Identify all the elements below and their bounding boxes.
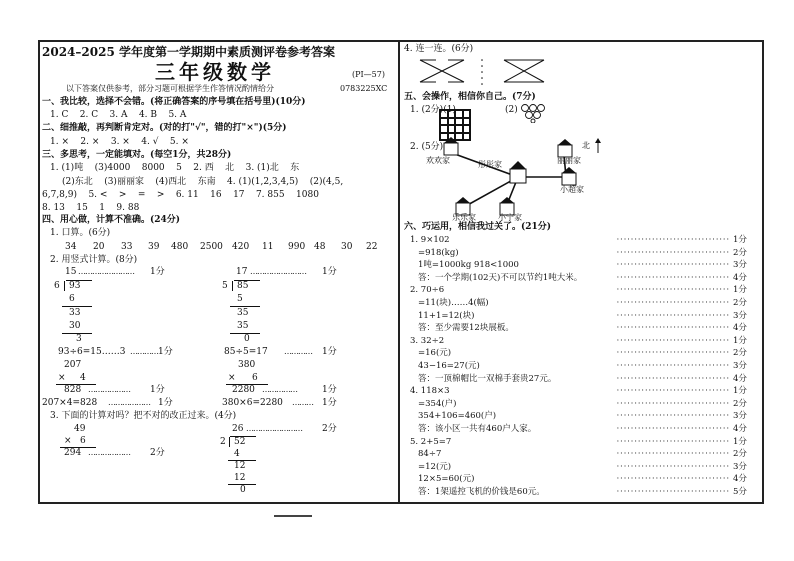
answer-line-score: 3分 (733, 310, 747, 321)
answer-line-text: =12(元) (418, 461, 452, 472)
dotted-leader: ································ (616, 387, 730, 396)
mul2-product: 2280 (232, 385, 255, 395)
section-4-title: 四、用心做，计算不准确。(24分) (42, 215, 181, 225)
matching-lines-figure (414, 56, 564, 86)
div2-dividend: 85 (237, 281, 249, 291)
dotted-leader: ································ (616, 362, 730, 370)
exam-title: 2024–2025 学年度第一学期期中素质测评卷参考答案 (42, 45, 335, 59)
section-4-oral-title: 1. 口算。(6分) (50, 228, 111, 238)
corr2-step: 12 (234, 473, 246, 483)
section-5-q2: 2. (5分) (410, 142, 444, 152)
answer-line-score: 4分 (733, 474, 747, 485)
oral-answer: 990 (288, 242, 306, 252)
north-label: 北 (582, 141, 590, 150)
answer-line-score: 4分 (733, 323, 747, 334)
multiply-sign: × (64, 436, 72, 446)
answer-line-text: =918(kg) (418, 247, 459, 258)
oral-answer: 2500 (200, 242, 223, 252)
section-3-title: 三、多思考，一定能填对。(每空1分，共28分) (42, 150, 232, 160)
oral-answer: 20 (93, 242, 105, 252)
div1-check: 93÷6=15……3 (58, 347, 126, 357)
dotted-leader: ································ (616, 349, 730, 358)
section-1-title: 一、我比较，选择不会错。(将正确答案的序号填在括号里)(10分) (42, 97, 306, 107)
answer-line-score: 2分 (733, 449, 747, 460)
map-label-b: 丽丽家 (557, 156, 581, 165)
dotted-leader: ……………… (88, 448, 130, 457)
section-3-line-3: 6,7,8,9) 5. < > = > 6. 11 16 17 7. 855 1080 (42, 190, 319, 200)
dotted-leader: ································ (616, 412, 730, 421)
answer-line-text: 2. 70÷6 (410, 285, 445, 296)
div2-check: 85÷5=17 (224, 347, 268, 357)
division-bracket (64, 281, 65, 291)
mul1-factor-a: 207 (64, 360, 82, 370)
answer-line-text: 12×5=60(元) (418, 474, 475, 485)
mul1-product: 828 (64, 385, 82, 395)
column-divider (398, 40, 400, 502)
dotted-leader: ································ (616, 437, 730, 446)
dotted-leader: ································ (616, 399, 730, 408)
answer-line-text: 3. 32÷2 (410, 335, 445, 346)
section-6-title: 六、巧运用，相信我过关了。(21分) (404, 222, 552, 232)
answer-line-score: 3分 (733, 361, 747, 371)
dotted-leader: ································ (616, 236, 730, 244)
div1-quotient: 15 (65, 267, 77, 277)
dotted-leader: ………… (284, 347, 312, 356)
dotted-leader: ………… (130, 347, 158, 356)
corr2-divisor: 2 (220, 437, 226, 447)
oral-answer: 39 (148, 242, 160, 252)
multiply-sign: × (228, 373, 236, 383)
answer-line-text: =11(块)……4(幅) (418, 298, 489, 308)
score-label: 1分 (158, 347, 173, 357)
score-label: 1分 (322, 385, 337, 395)
section-2-title: 二、细推敲，再判断肯定对。(对的打"√"，错的打"×")(5分) (42, 123, 287, 133)
dotted-leader: ································ (616, 475, 730, 484)
oral-answer: 48 (314, 242, 326, 252)
corr1-factor-b: 6 (80, 436, 86, 446)
div2-divisor: 5 (222, 281, 228, 291)
paper-serial: 0783225XC (340, 84, 388, 93)
answer-line-score: 1分 (733, 235, 747, 245)
map-label-center: 彤彤家 (478, 160, 502, 169)
oral-answer: 11 (262, 242, 274, 252)
division-bracket (229, 437, 230, 447)
dotted-leader: ································ (616, 374, 730, 383)
div2-remainder: 0 (244, 334, 250, 344)
answer-line-score: 5分 (733, 487, 747, 497)
corr1-factor-a: 49 (74, 424, 86, 434)
section-5-q1-part2: (2) (505, 105, 518, 115)
corr2-dividend: 52 (234, 437, 246, 447)
score-label: 1分 (150, 385, 165, 395)
corr2-quotient: 26 (232, 424, 244, 434)
map-label-a: 欢欢家 (426, 156, 450, 165)
direction-map-figure (418, 135, 598, 225)
oral-answer: 480 (171, 242, 189, 252)
section-3-line-2: (2)东北 (3)丽丽家 (4)西北 东南 4. (1)(1,2,3,4,5) (2)(4,5, (62, 177, 344, 187)
answer-line-text: 答：一个学期(102天)不可以节约1吨大米。 (418, 272, 583, 283)
div2-step: 35 (237, 321, 249, 331)
map-label-d: 乐乐家 (452, 213, 476, 222)
answer-line-text: 11+1=12(块) (418, 310, 475, 321)
div1-step: 30 (69, 321, 81, 331)
north-arrow-icon (594, 138, 602, 154)
cube-stack-figure (520, 103, 556, 123)
grading-note: 以下答案仅供参考，部分习题可根据学生作答情况酌情给分 (66, 84, 274, 93)
answer-line-text: 43−16=27(元) (418, 361, 480, 371)
score-label: 1分 (322, 267, 337, 277)
oral-answer: 33 (121, 242, 133, 252)
section-2-answers: 1. × 2. × 3. × 4. √ 5. × (50, 137, 189, 147)
div1-step: 33 (69, 308, 81, 318)
section-4-vertical-title: 2. 用竖式计算。(8分) (50, 255, 138, 265)
map-label-c: 小超家 (560, 185, 584, 194)
dotted-leader: ································ (616, 286, 730, 295)
answer-line-text: 4. 118×3 (410, 386, 450, 397)
answer-line-score: 4分 (733, 272, 747, 283)
mul2-factor-a: 380 (238, 360, 256, 370)
subject-title: 三年级数学 (155, 60, 275, 84)
oral-answer: 34 (65, 242, 77, 252)
mul1-check: 207×4=828 (42, 398, 98, 408)
corr1-product: 294 (64, 448, 82, 458)
answer-line-score: 4分 (733, 424, 747, 434)
div1-dividend: 93 (69, 281, 81, 291)
answer-line-text: =16(元) (418, 348, 452, 359)
dotted-leader: ……………… (108, 398, 150, 407)
answer-line-text: 5. 2+5=7 (410, 436, 452, 447)
section-4-matching-title: 4. 连一连。(6分) (404, 44, 474, 54)
answer-line-score: 3分 (733, 411, 747, 422)
answer-line-score: 1分 (733, 335, 747, 346)
step-line (62, 306, 92, 307)
answer-line-score: 2分 (733, 398, 747, 409)
division-bracket (232, 281, 233, 291)
answer-line-text: =354(户) (418, 398, 457, 409)
answer-line-text: 答：一顶棉帽比一双棉手套贵27元。 (418, 373, 557, 384)
mul2-check: 380×6=2280 (222, 398, 283, 408)
answer-line-text: 答：该小区一共有460户人家。 (418, 424, 537, 434)
dotted-leader: ································ (616, 488, 730, 496)
score-label: 2分 (322, 424, 337, 434)
mul2-factor-b: 6 (252, 373, 258, 383)
answer-line-score: 1分 (733, 386, 747, 397)
div2-step: 5 (237, 294, 243, 304)
step-line (230, 306, 260, 307)
corr2-step: 4 (234, 449, 240, 459)
section-1-answers: 1. C 2. C 3. A 4. B 5. A (50, 110, 187, 120)
dotted-leader: ……………… (88, 385, 130, 394)
answer-line-text: 354+106=460(户) (418, 411, 497, 422)
answer-line-score: 2分 (733, 348, 747, 359)
footer-line (274, 515, 312, 517)
multiply-sign: × (58, 373, 66, 383)
answer-line-score: 3分 (733, 260, 747, 271)
corr2-remainder: 0 (240, 485, 246, 495)
paper-code: (PI—57) (352, 70, 385, 79)
answer-line-text: 答：1架遥控飞机的价钱是60元。 (418, 487, 545, 497)
answer-line-text: 1. 9×102 (410, 235, 450, 245)
dotted-leader: ································ (616, 324, 730, 333)
oral-answer: 420 (232, 242, 250, 252)
oral-answer: 22 (366, 242, 378, 252)
dotted-leader: ································ (616, 311, 730, 320)
div1-divisor: 6 (54, 281, 60, 291)
dotted-leader: …………… (262, 385, 297, 394)
answer-line-score: 2分 (733, 298, 747, 308)
dotted-leader: ································ (616, 425, 730, 433)
answer-line-score: 2分 (733, 247, 747, 258)
div2-step: 35 (237, 308, 249, 318)
answer-line-score: 4分 (733, 373, 747, 384)
div2-quotient: 17 (236, 267, 248, 277)
score-label: 1分 (322, 398, 337, 408)
answer-line-text: 答：至少需要12块展板。 (418, 323, 514, 334)
dotted-leader: ································ (616, 299, 730, 307)
div1-remainder: 3 (76, 334, 82, 344)
section-3-line-4: 8. 13 15 1 9. 88 (42, 203, 140, 213)
score-label: 2分 (150, 448, 165, 458)
answer-line-score: 1分 (733, 285, 747, 296)
section-5-title: 五、会操作，相信你自己。(7分) (404, 92, 536, 102)
dotted-leader: ································ (616, 261, 730, 270)
dotted-leader: …………………… (78, 267, 134, 276)
oral-answer: 30 (341, 242, 353, 252)
answer-line-score: 3分 (733, 461, 747, 472)
score-label: 1分 (150, 267, 165, 277)
section-3-line-1: 1. (1)吨 (3)4000 8000 5 2. 西 北 3. (1)北 东 (50, 163, 300, 173)
section-4-correction-title: 3. 下面的计算对吗？把不对的改正过来。(4分) (50, 411, 237, 421)
dotted-leader: …………………… (250, 267, 306, 276)
score-label: 1分 (322, 347, 337, 357)
dotted-leader: ································ (616, 450, 730, 459)
dotted-leader: ································ (616, 273, 730, 282)
dotted-leader: ································ (616, 336, 730, 345)
answer-line-text: 84÷7 (418, 449, 442, 460)
answer-line-text: 1吨=1000kg 918<1000 (418, 260, 519, 271)
answer-line-score: 1分 (733, 436, 747, 447)
score-label: 1分 (158, 398, 173, 408)
dotted-leader: ……… (292, 398, 313, 407)
section-5-q1: 1. (2分)(1) (410, 105, 456, 115)
dotted-leader: ································ (616, 248, 730, 257)
dotted-leader: …………………… (246, 424, 302, 433)
dotted-leader: ································ (616, 462, 730, 471)
mul1-factor-b: 4 (80, 373, 86, 383)
div1-step: 6 (69, 294, 75, 304)
map-label-e: 小宁家 (498, 213, 522, 222)
corr2-step: 12 (234, 461, 246, 471)
